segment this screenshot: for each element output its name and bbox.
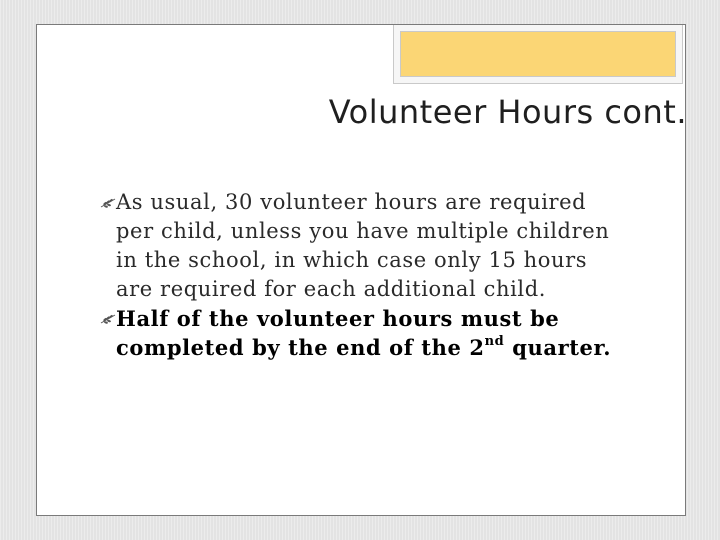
bullet-item xyxy=(100,188,620,304)
bullet-item xyxy=(100,304,620,362)
wheat-ornament-icon xyxy=(100,197,116,209)
bullet-text-end: quarter. xyxy=(504,335,612,360)
slide-title: Volunteer Hours cont. xyxy=(328,93,687,131)
bullet-list xyxy=(100,188,620,362)
bullet-text: As usual, 30 volunteer hours are required per child, unless you have multiple children in the school, in which case only 15 hours are required for each additional child. xyxy=(116,190,610,301)
wheat-ornament-icon xyxy=(100,313,116,325)
bullet-text: Half of the volunteer hours must be completed by the end of the 2 xyxy=(116,306,560,360)
ordinal-superscript: nd xyxy=(484,334,505,349)
decorative-accent-box xyxy=(393,25,683,84)
